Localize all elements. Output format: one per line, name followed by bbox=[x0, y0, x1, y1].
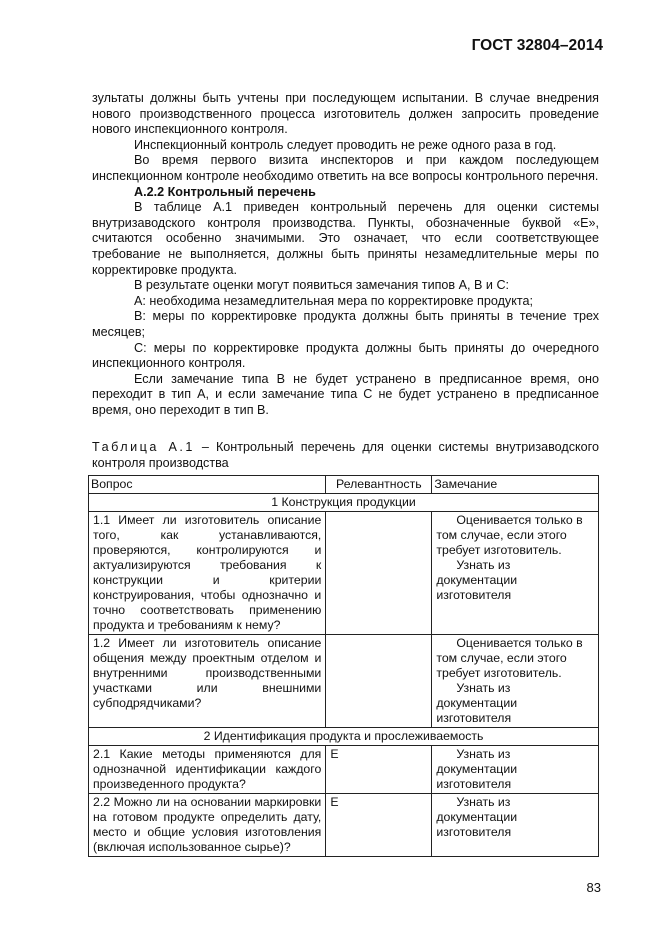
paragraph: Во время первого визита инспекторов и при каждом последующем инспекционном контроле необходимо ответить на все вопросы контрольного перечня. bbox=[92, 153, 599, 183]
remark-cell bbox=[432, 635, 599, 728]
paragraph: Инспекционный контроль следует проводить не реже одного раза в год. bbox=[134, 137, 557, 152]
remark-line: Узнать из документации изготовителя bbox=[436, 681, 518, 725]
remark-line: Узнать из документации изготовителя bbox=[436, 558, 518, 602]
relevance-cell: Е bbox=[326, 794, 432, 857]
paragraph: В таблице А.1 приведен контрольный перечень для оценки системы внутризаводского контроля производства. Пункты, обозначенные буквой «Е», считаются особенно значимыми. Это означает, что если соответствующее требование не выполняется, должны быть приняты незамедлительные меры по корректировке продукта. bbox=[92, 200, 599, 277]
table-section-row bbox=[89, 494, 599, 512]
question-cell: 2.1 Какие методы применяются для однозначной идентификации каждого произведенного продукта? bbox=[89, 746, 326, 794]
section-title: 1 Конструкция продукции bbox=[89, 494, 599, 512]
table-row bbox=[89, 512, 599, 635]
column-header: Вопрос bbox=[89, 476, 326, 494]
column-header: Замечание bbox=[432, 476, 599, 494]
paragraph: А: необходима незамедлительная мера по корректировке продукта; bbox=[134, 293, 534, 308]
question-cell: 1.2 Имеет ли изготовитель описание общения между проектным отделом и внутренними производственными участками или внешними субподрядчиками? bbox=[89, 635, 326, 728]
remark-line: Узнать из документации изготовителя bbox=[436, 747, 518, 791]
paragraph: С: меры по корректировке продукта должны быть приняты до очередного инспекционного контроля. bbox=[92, 340, 599, 371]
checklist-table bbox=[88, 475, 599, 857]
body-text bbox=[92, 91, 599, 418]
question-cell: 2.2 Можно ли на основании маркировки на готовом продукте определить дату, место и общие условия изготовления (включая использованное сырье)? bbox=[89, 794, 326, 857]
table-row bbox=[89, 746, 599, 794]
relevance-cell bbox=[326, 512, 432, 635]
table-header-row bbox=[89, 476, 599, 494]
page-number: 83 bbox=[586, 880, 601, 895]
relevance-cell bbox=[326, 635, 432, 728]
paragraph: В результате оценки могут появиться замечания типов А, В и С: bbox=[134, 278, 510, 293]
remark-line: Оценивается только в том случае, если этого требует изготовитель. bbox=[436, 636, 583, 680]
table-section-row bbox=[89, 728, 599, 746]
paragraph: Если замечание типа В не будет устранено в предписанное время, оно переходит в тип А, и если замечание типа С не будет устранено в предписанное время, оно переходит в тип В. bbox=[92, 371, 599, 417]
remark-cell bbox=[432, 512, 599, 635]
table-caption-label: Таблица А.1 bbox=[92, 440, 195, 454]
paragraph: В: меры по корректировке продукта должны быть приняты в течение трех месяцев; bbox=[92, 309, 599, 339]
table-row bbox=[89, 635, 599, 728]
section-subheading: А.2.2 Контрольный перечень bbox=[134, 184, 316, 199]
relevance-cell: Е bbox=[326, 746, 432, 794]
document-code: ГОСТ 32804–2014 bbox=[471, 37, 603, 54]
question-cell: 1.1 Имеет ли изготовитель описание того, как устанавливаются, проверяются, контролируются и актуализируются требования к конструкции и критерии конструирования, чтобы однозначно и точно соответствовать применению продукта и требованиям к нему? bbox=[89, 512, 326, 635]
remark-cell bbox=[432, 746, 599, 794]
remark-line: Оценивается только в том случае, если этого требует изготовитель. bbox=[436, 513, 583, 557]
remark-line: Узнать из документации изготовителя bbox=[436, 795, 518, 839]
paragraph: зультаты должны быть учтены при последующем испытании. В случае внедрения нового производственного процесса изготовитель должен запросить проведение нового инспекционного контроля. bbox=[92, 91, 599, 137]
table-row bbox=[89, 794, 599, 857]
table-caption-text: – Контрольный перечень для оценки системы внутризаводского контроля производства bbox=[92, 440, 599, 470]
section-title: 2 Идентификация продукта и прослеживаемость bbox=[89, 728, 599, 746]
column-header: Релевантность bbox=[326, 476, 432, 494]
table-caption bbox=[92, 440, 599, 471]
remark-cell bbox=[432, 794, 599, 857]
